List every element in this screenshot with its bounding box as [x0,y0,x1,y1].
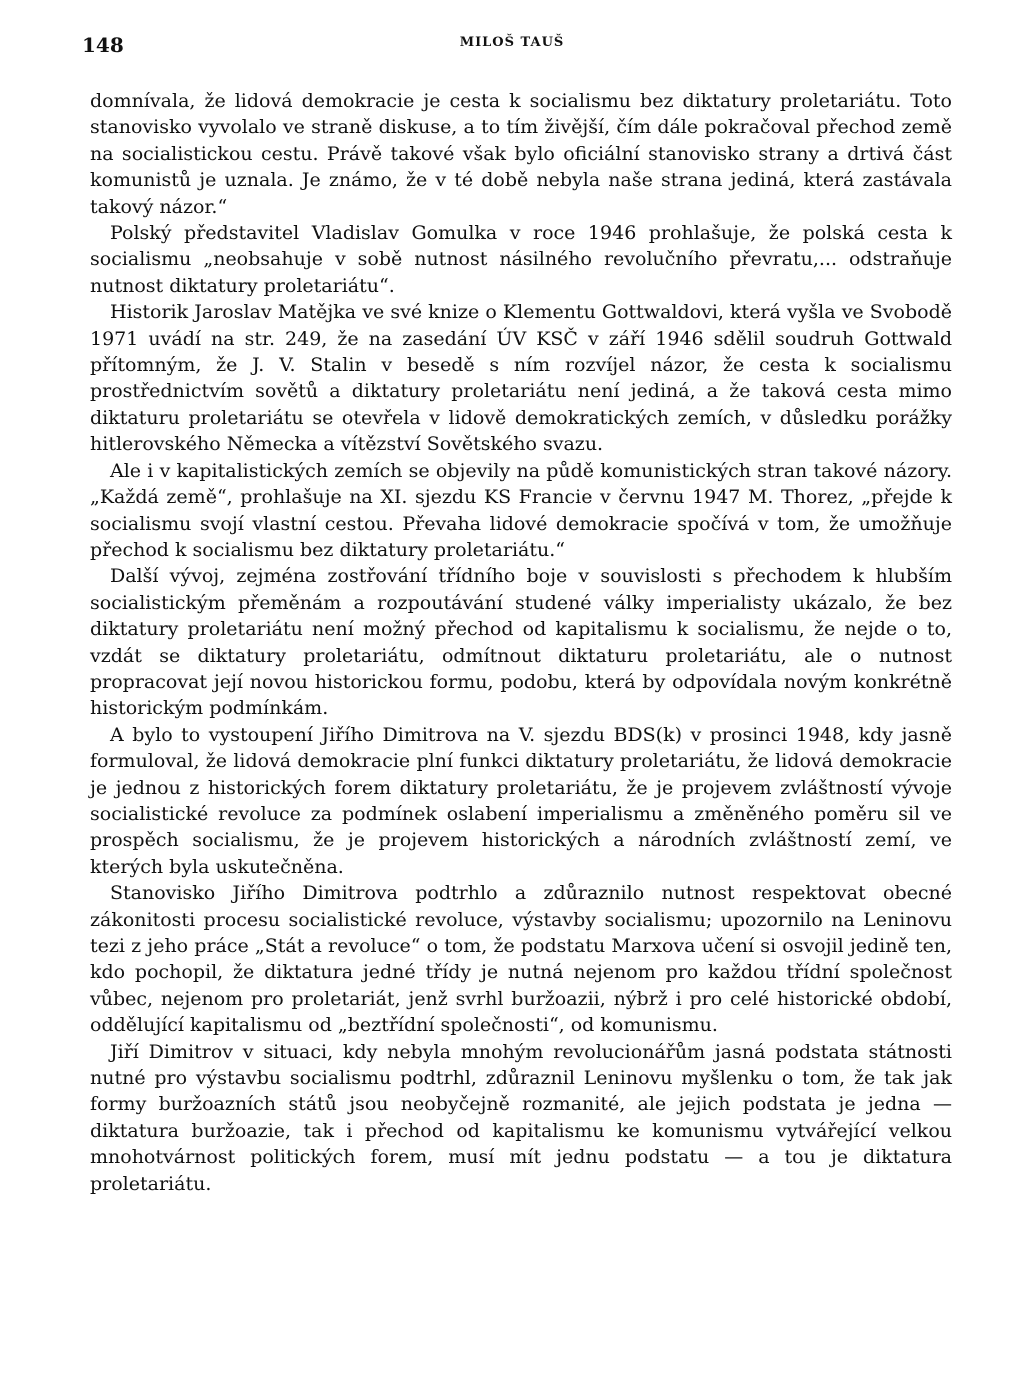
paragraph-4: Ale i v kapitalistických zemích se objevily na půdě komunistických stran takové názory. „Každá země“, prohlašuje na XI. sjezdu KS Francie v červnu 1947 M. Thorez, „přejde k socialismu svojí vlastní cestou. Převaha lidové demokracie spočívá v tom, že umožňuje přechod k socialismu bez diktatury proletariátu.“ [90,459,952,561]
paragraph-7: Stanovisko Jiřího Dimitrova podtrhlo a zdůraznilo nutnost respektovat obecné zákonitosti procesu socialistické revoluce, výstavby socialismu; upozornilo na Leninovu tezi z jeho práce „Stát a revoluce“ o tom, že podstatu Marxova učení si osvojil jedině ten, kdo pochopil, že diktatura jedné třídy je nutná nejenom pro každou třídní společnost vůbec, nejenom pro proletariát, jenž svrhl buržoazii, nýbrž i pro celé historické období, oddělující kapitalismu od „beztřídní společnosti“, od komunismu. [90,882,952,1037]
paragraph-2: Polský představitel Vladislav Gomulka v roce 1946 prohlašuje, že polská cesta k socialismu „neobsahuje v sobě nutnost násilného revolučního převratu,... odstraňuje nutnost diktatury proletariátu“. [90,222,952,297]
running-head: MILOŠ TAUŠ [459,35,565,50]
body-text [90,88,952,1197]
page-header [82,33,942,61]
paragraph-8: Jiří Dimitrov v situaci, kdy nebyla mnohým revolucionářům jasná podstata státnosti nutné pro výstavbu socialismu podtrhl, zdůraznil Leninovu myšlenku o tom, že tak jak formy buržoazních států jsou neobyčejně rozmanité, ale jejich podstata je jedna — diktatura buržoazie, tak i přechod od kapitalismu ke komunismu vytvářející velkou mnohotvárnost politických forem, musí mít jednu podstatu — a tou je diktatura proletariátu. [90,1040,952,1195]
paragraph-1: domnívala, že lidová demokracie je cesta k socialismu bez diktatury proletariátu. Toto stanovisko vyvolalo ve straně diskuse, a to tím živější, čím dále pokračoval přechod země na socialistickou cestu. Právě takové však bylo oficiální stanovisko strany a drtivá část komunistů je uznala. Je známo, že v té době nebyla naše strana jediná, která zastávala takový názor.“ [90,90,952,218]
page-number: 148 [82,33,124,57]
paragraph-5: Další vývoj, zejména zostřování třídního boje v souvislosti s přechodem k hlubším socialistickým přeměnám a rozpoutávání studené války imperialisty ukázalo, že bez diktatury proletariátu není možný přechod od kapitalismu k socialismu, že nejde o to, vzdát se diktatury proletariátu, odmítnout diktaturu proletariátu, ale o nutnost propracovat její novou historickou formu, podobu, která by odpovídala novým konkrétně historickým podmínkám. [90,565,952,720]
paragraph-6: A bylo to vystoupení Jiřího Dimitrova na V. sjezdu BDS(k) v prosinci 1948, kdy jasně formuloval, že lidová demokracie plní funkci diktatury proletariátu, že lidová demokracie je jednou z historických forem diktatury proletariátu, že je projevem zvláštností vývoje socialistické revoluce za podmínek oslabení imperialismu a změněného poměru sil ve prospěch socialismu, že je projevem historických a národních zvláštností zemí, ve kterých byla uskutečněna. [90,723,952,878]
paragraph-3: Historik Jaroslav Matějka ve své knize o Klementu Gottwaldovi, která vyšla ve Svobodě 1971 uvádí na str. 249, že na zasedání ÚV KSČ v září 1946 sdělil soudruh Gottwald přítomným, že J. V. Stalin v besedě s ním rozvíjel názor, že cesta k socialismu prostřednictvím sovětů a diktatury proletariátu není jediná, a že taková cesta mimo diktaturu proletariátu se otevřela v lidově demokratických zemích, v důsledku porážky hitlerovského Německa a vítězství Sovětského svazu. [90,301,952,456]
